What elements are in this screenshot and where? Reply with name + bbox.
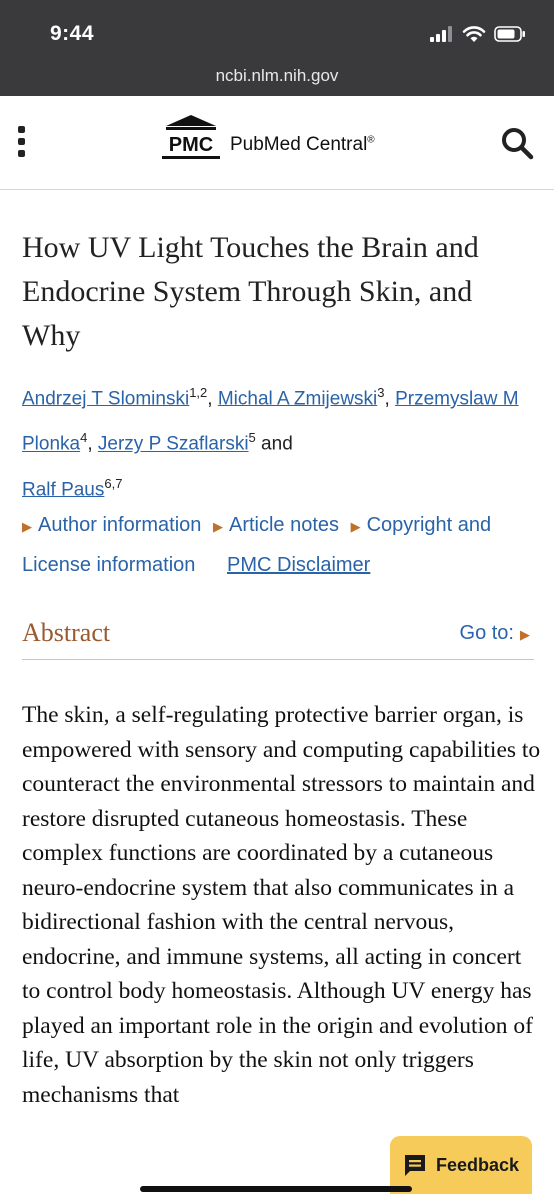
article-title: How UV Light Touches the Brain and Endocrine System Through Skin, and Why <box>22 231 479 352</box>
status-icons <box>430 24 526 44</box>
battery-icon <box>494 26 526 42</box>
abstract-heading: Abstract <box>22 618 111 647</box>
search-icon[interactable] <box>500 126 534 160</box>
status-time: 9:44 <box>50 22 95 45</box>
pmc-logo-icon <box>160 112 222 160</box>
site-header <box>0 96 554 190</box>
author-link[interactable]: Jerzy P Szaflarski <box>97 433 249 455</box>
feedback-label: Feedback <box>436 1154 520 1175</box>
feedback-icon <box>402 1152 428 1178</box>
copyright-link[interactable]: Copyright and License information <box>22 514 492 576</box>
triangle-right-icon: ▶ <box>520 627 530 642</box>
goto-menu[interactable] <box>460 622 530 645</box>
author-affiliation: 3 <box>377 385 385 400</box>
author-list <box>22 373 542 509</box>
address-bar-url[interactable]: ncbi.nlm.nih.gov <box>215 66 339 85</box>
article-notes-link[interactable]: Article notes <box>228 514 340 536</box>
author-information-link[interactable]: Author information <box>38 514 202 536</box>
feedback-button[interactable] <box>390 1136 532 1194</box>
author-affiliation: 1,2 <box>189 385 208 400</box>
triangle-right-icon: ▶ <box>350 519 361 534</box>
pmc-logo[interactable] <box>160 112 375 160</box>
signal-icon <box>430 26 454 42</box>
author-link[interactable]: Przemyslaw M Plonka <box>22 388 519 455</box>
author-separator: and <box>255 433 293 455</box>
abstract-section-header <box>22 618 534 660</box>
logo-text: PubMed Central® <box>230 134 375 155</box>
author-separator: , <box>87 433 93 455</box>
author-separator: , <box>384 388 390 410</box>
browser-chrome <box>0 0 554 96</box>
author-link[interactable]: Ralf Paus <box>22 478 105 500</box>
author-link[interactable]: Michal A Zmijewski <box>217 388 378 410</box>
abstract-text: The skin, a self-regulating protective barrier organ, is empowered with sensory and computing capabilities to counteract the environmental stressors to maintain and restore disrupted cutaneous homeostasis. These complex functions are coordinated by a cutaneous neuro-endocrine system that also communicates in a bidirectional fashion with the central nervous, endocrine, and immune systems, all acting in concert to control body homeostasis. Although UV energy has played an important role in the origin and evolution of life, UV absorption by the skin not only triggers mechanisms that <box>22 702 541 1108</box>
home-indicator[interactable] <box>140 1186 412 1192</box>
triangle-right-icon: ▶ <box>212 519 223 534</box>
triangle-right-icon: ▶ <box>22 519 32 534</box>
goto-label: Go to: <box>459 622 514 644</box>
author-link[interactable]: Andrzej T Slominski <box>22 388 190 410</box>
author-affiliation: 4 <box>80 430 88 446</box>
pmc-disclaimer-link[interactable]: PMC Disclaimer <box>227 554 371 576</box>
author-affiliation: 5 <box>248 430 256 446</box>
wifi-icon <box>462 25 486 43</box>
menu-icon[interactable] <box>16 126 30 160</box>
author-affiliation: 6,7 <box>104 475 123 491</box>
article-info-links <box>22 506 542 584</box>
pmc-logo-mark: PMC <box>168 134 214 156</box>
author-separator: , <box>207 388 213 410</box>
